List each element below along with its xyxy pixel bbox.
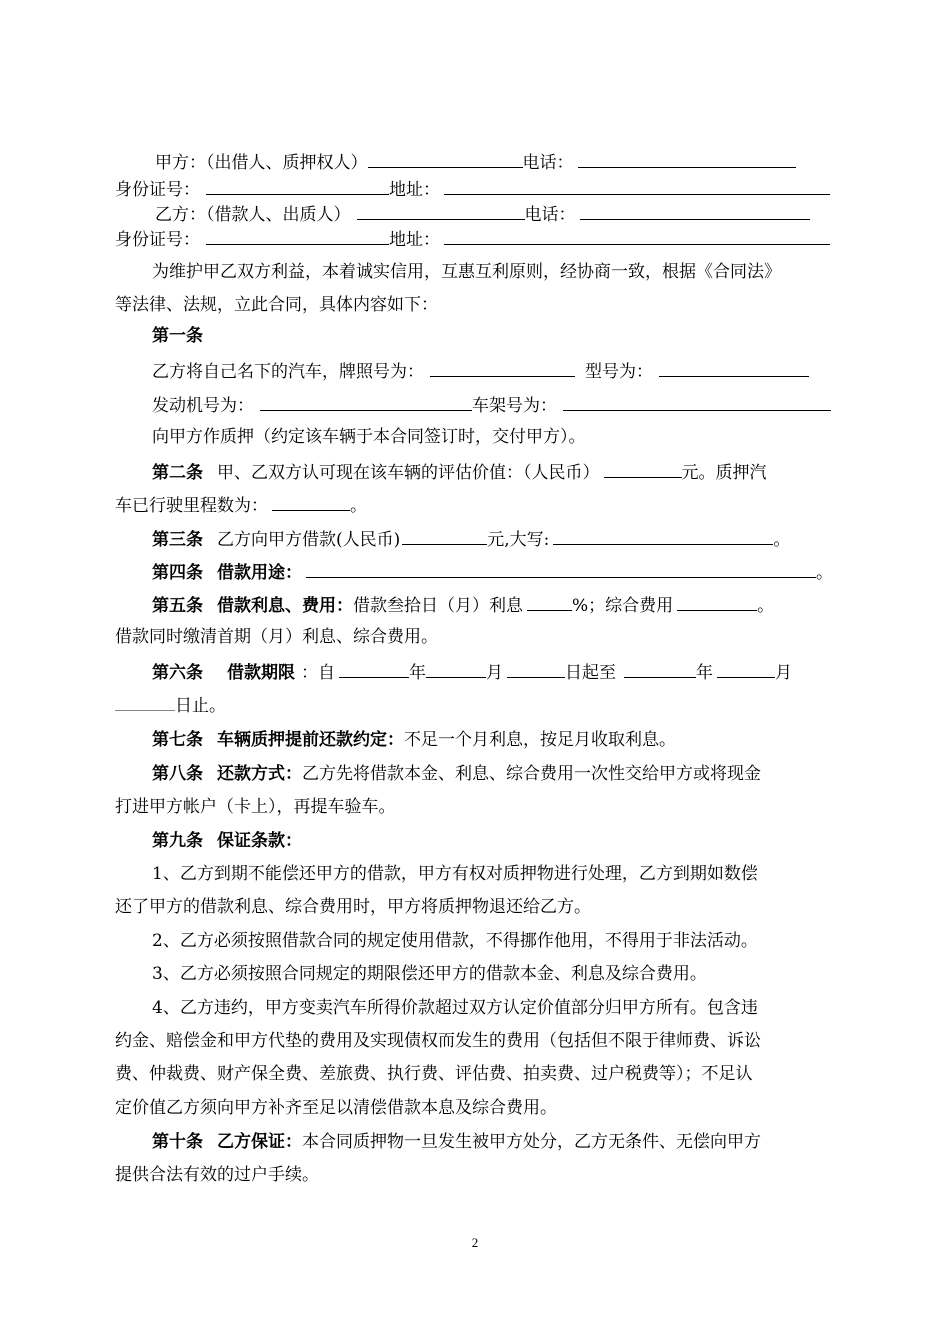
party-a-id-label: 身份证号： xyxy=(115,180,200,200)
party-b-id-line xyxy=(115,226,830,250)
article-9-item-4-line-2: 约金、赔偿金和甲方代垫的费用及实现债权而发生的费用（包括但不限于律师费、诉讼 xyxy=(115,1031,761,1051)
article-1-plate-line xyxy=(152,358,809,382)
party-b-id-blank xyxy=(206,226,389,245)
article-3-text-2: 元,大写: xyxy=(487,530,550,550)
article-8-title: 第八条 xyxy=(152,764,203,784)
start-year-blank xyxy=(339,659,409,678)
party-b-address-blank xyxy=(444,226,830,245)
article-5-text-3: 。 xyxy=(757,596,775,616)
end-month-label: 月 xyxy=(775,663,792,683)
article-6-line-2 xyxy=(115,692,226,716)
article-9-item-1-line-1: 1、乙方到期不能偿还甲方的借款，甲方有权对质押物进行处理，乙方到期如数偿 xyxy=(152,864,758,884)
end-year-blank xyxy=(624,659,696,678)
article-5-text-2: %；综合费用 xyxy=(572,596,674,616)
party-a-name-blank xyxy=(368,149,523,168)
article-2-text-2: 元。质押汽 xyxy=(681,463,767,483)
model-label: 型号为： xyxy=(585,362,653,382)
article-10-line-2: 提供合法有效的过户手续。 xyxy=(115,1165,319,1185)
valuation-blank xyxy=(604,459,682,478)
model-blank xyxy=(659,358,809,377)
interest-rate-blank xyxy=(527,592,572,611)
engine-label: 发动机号为： xyxy=(152,396,254,416)
article-6-line-1 xyxy=(152,659,792,683)
article-5-heading: 借款利息、费用： xyxy=(217,596,353,616)
article-7-text: 不足一个月利息，按足月收取利息。 xyxy=(404,730,676,750)
article-1-pledge-text: 向甲方作质押（约定该车辆于本合同签订时，交付甲方）。 xyxy=(152,427,586,447)
party-b-id-label: 身份证号： xyxy=(115,230,200,250)
start-day-label: 日起至 xyxy=(565,663,616,683)
mileage-blank xyxy=(272,492,350,511)
plate-blank xyxy=(430,358,575,377)
article-9-title: 第九条 xyxy=(152,831,203,851)
article-4-title: 第四条 xyxy=(152,563,203,583)
article-9-item-4-line-3: 费、仲裁费、财产保全费、差旅费、执行费、评估费、拍卖费、过户税费等）；不足认 xyxy=(115,1064,753,1084)
article-3-text-1: 乙方向甲方借款(人民币) xyxy=(217,530,401,550)
article-9-item-1-line-2: 还了甲方的借款利息、综合费用时，甲方将质押物退还给乙方。 xyxy=(115,897,591,917)
article-6-title: 第六条 xyxy=(152,663,203,683)
start-day-blank xyxy=(507,659,565,678)
article-10-title: 第十条 xyxy=(152,1132,203,1152)
article-5-line-1 xyxy=(152,592,774,616)
article-5-line-2: 借款同时缴清首期（月）利息、综合费用。 xyxy=(115,627,438,647)
article-2-text-3: 车已行驶里程数为： xyxy=(115,496,268,516)
loan-amount-words-blank xyxy=(553,526,773,545)
party-b-phone-blank xyxy=(580,201,810,220)
article-1-engine-line xyxy=(152,392,831,416)
party-a-id-line xyxy=(115,176,830,200)
article-5-text-1: 借款叁拾日（月）利息 xyxy=(353,596,523,616)
end-month-blank xyxy=(717,659,775,678)
article-9-item-4-line-4: 定价值乙方须向甲方补齐至足以清偿借款本息及综合费用。 xyxy=(115,1098,557,1118)
plate-label: 乙方将自己名下的汽车，牌照号为： xyxy=(152,362,424,382)
article-8-text-1: 乙方先将借款本金、利息、综合费用一次性交给甲方或将现金 xyxy=(302,764,761,784)
preamble-line-2: 等法律、法规，立此合同，具体内容如下： xyxy=(115,295,438,315)
start-month-blank xyxy=(426,659,486,678)
page-number: 2 xyxy=(471,1235,479,1250)
article-9-item-4-line-1: 4、乙方违约，甲方变卖汽车所得价款超过双方认定价值部分归甲方所有。包含违 xyxy=(152,998,758,1018)
article-9-item-2: 2、乙方必须按照借款合同的规定使用借款，不得挪作他用，不得用于非法活动。 xyxy=(152,931,758,951)
article-8-line-2: 打进甲方帐户（卡上），再提车验车。 xyxy=(115,797,396,817)
preamble-line-1: 为维护甲乙双方利益，本着诚实信用，互惠互利原则，经协商一致，根据《合同法》 xyxy=(152,262,781,282)
party-b-address-label: 地址： xyxy=(389,230,440,250)
article-6-from: 自 xyxy=(318,663,335,683)
article-3-title: 第三条 xyxy=(152,530,203,550)
article-9-line xyxy=(152,829,302,853)
article-9-heading: 保证条款： xyxy=(217,831,302,851)
party-a-address-label: 地址： xyxy=(389,180,440,200)
article-2-text-1: 甲、乙双方认可现在该车辆的评估价值：（人民币） xyxy=(217,463,600,483)
article-7-line xyxy=(152,728,676,752)
article-3-line xyxy=(152,526,790,550)
party-a-phone-blank xyxy=(578,149,796,168)
loan-purpose-blank xyxy=(306,559,816,578)
article-2-line-1 xyxy=(152,459,767,483)
party-a-label: 甲方：（出借人、质押权人） xyxy=(155,153,368,173)
article-8-line-1 xyxy=(152,762,761,786)
party-b-name-blank xyxy=(357,201,525,220)
article-2-title: 第二条 xyxy=(152,463,203,483)
end-day-blank xyxy=(115,692,175,711)
party-a-phone-label: 电话： xyxy=(522,153,574,173)
article-6-day-end: 日止。 xyxy=(175,696,226,716)
article-3-text-3: 。 xyxy=(773,530,791,550)
article-8-heading: 还款方式： xyxy=(217,764,302,784)
frame-label: 车架号为： xyxy=(472,396,557,416)
article-10-line-1 xyxy=(152,1130,761,1154)
article-6-heading: 借款期限 xyxy=(227,663,295,683)
article-9-item-3: 3、乙方必须按照合同规定的期限偿还甲方的借款本金、利息及综合费用。 xyxy=(152,964,707,984)
article-5-title: 第五条 xyxy=(152,596,203,616)
party-b-phone-label: 电话： xyxy=(524,205,576,225)
party-b-label: 乙方：（借款人、出质人） xyxy=(155,205,351,225)
party-b-line xyxy=(155,201,810,225)
frame-blank xyxy=(563,392,831,411)
article-2-line-2 xyxy=(115,492,367,516)
start-month-label: 月 xyxy=(486,663,503,683)
article-4-end: 。 xyxy=(816,563,833,583)
end-year-label: 年 xyxy=(696,663,713,683)
party-a-line xyxy=(155,149,796,173)
article-1-title: 第一条 xyxy=(152,326,203,346)
article-4-heading: 借款用途： xyxy=(217,563,302,583)
article-6-colon: ： xyxy=(301,663,318,683)
fee-blank xyxy=(677,592,757,611)
article-10-heading: 乙方保证： xyxy=(217,1132,302,1152)
engine-blank xyxy=(260,392,472,411)
party-a-address-blank xyxy=(444,176,830,195)
article-7-title: 第七条 xyxy=(152,730,203,750)
article-4-line xyxy=(152,559,833,583)
party-a-id-blank xyxy=(206,176,389,195)
article-7-heading: 车辆质押提前还款约定： xyxy=(217,730,404,750)
start-year-label: 年 xyxy=(409,663,426,683)
loan-amount-blank xyxy=(402,526,487,545)
article-10-text-1: 本合同质押物一旦发生被甲方处分，乙方无条件、无偿向甲方 xyxy=(302,1132,761,1152)
article-2-text-4: 。 xyxy=(350,496,367,516)
